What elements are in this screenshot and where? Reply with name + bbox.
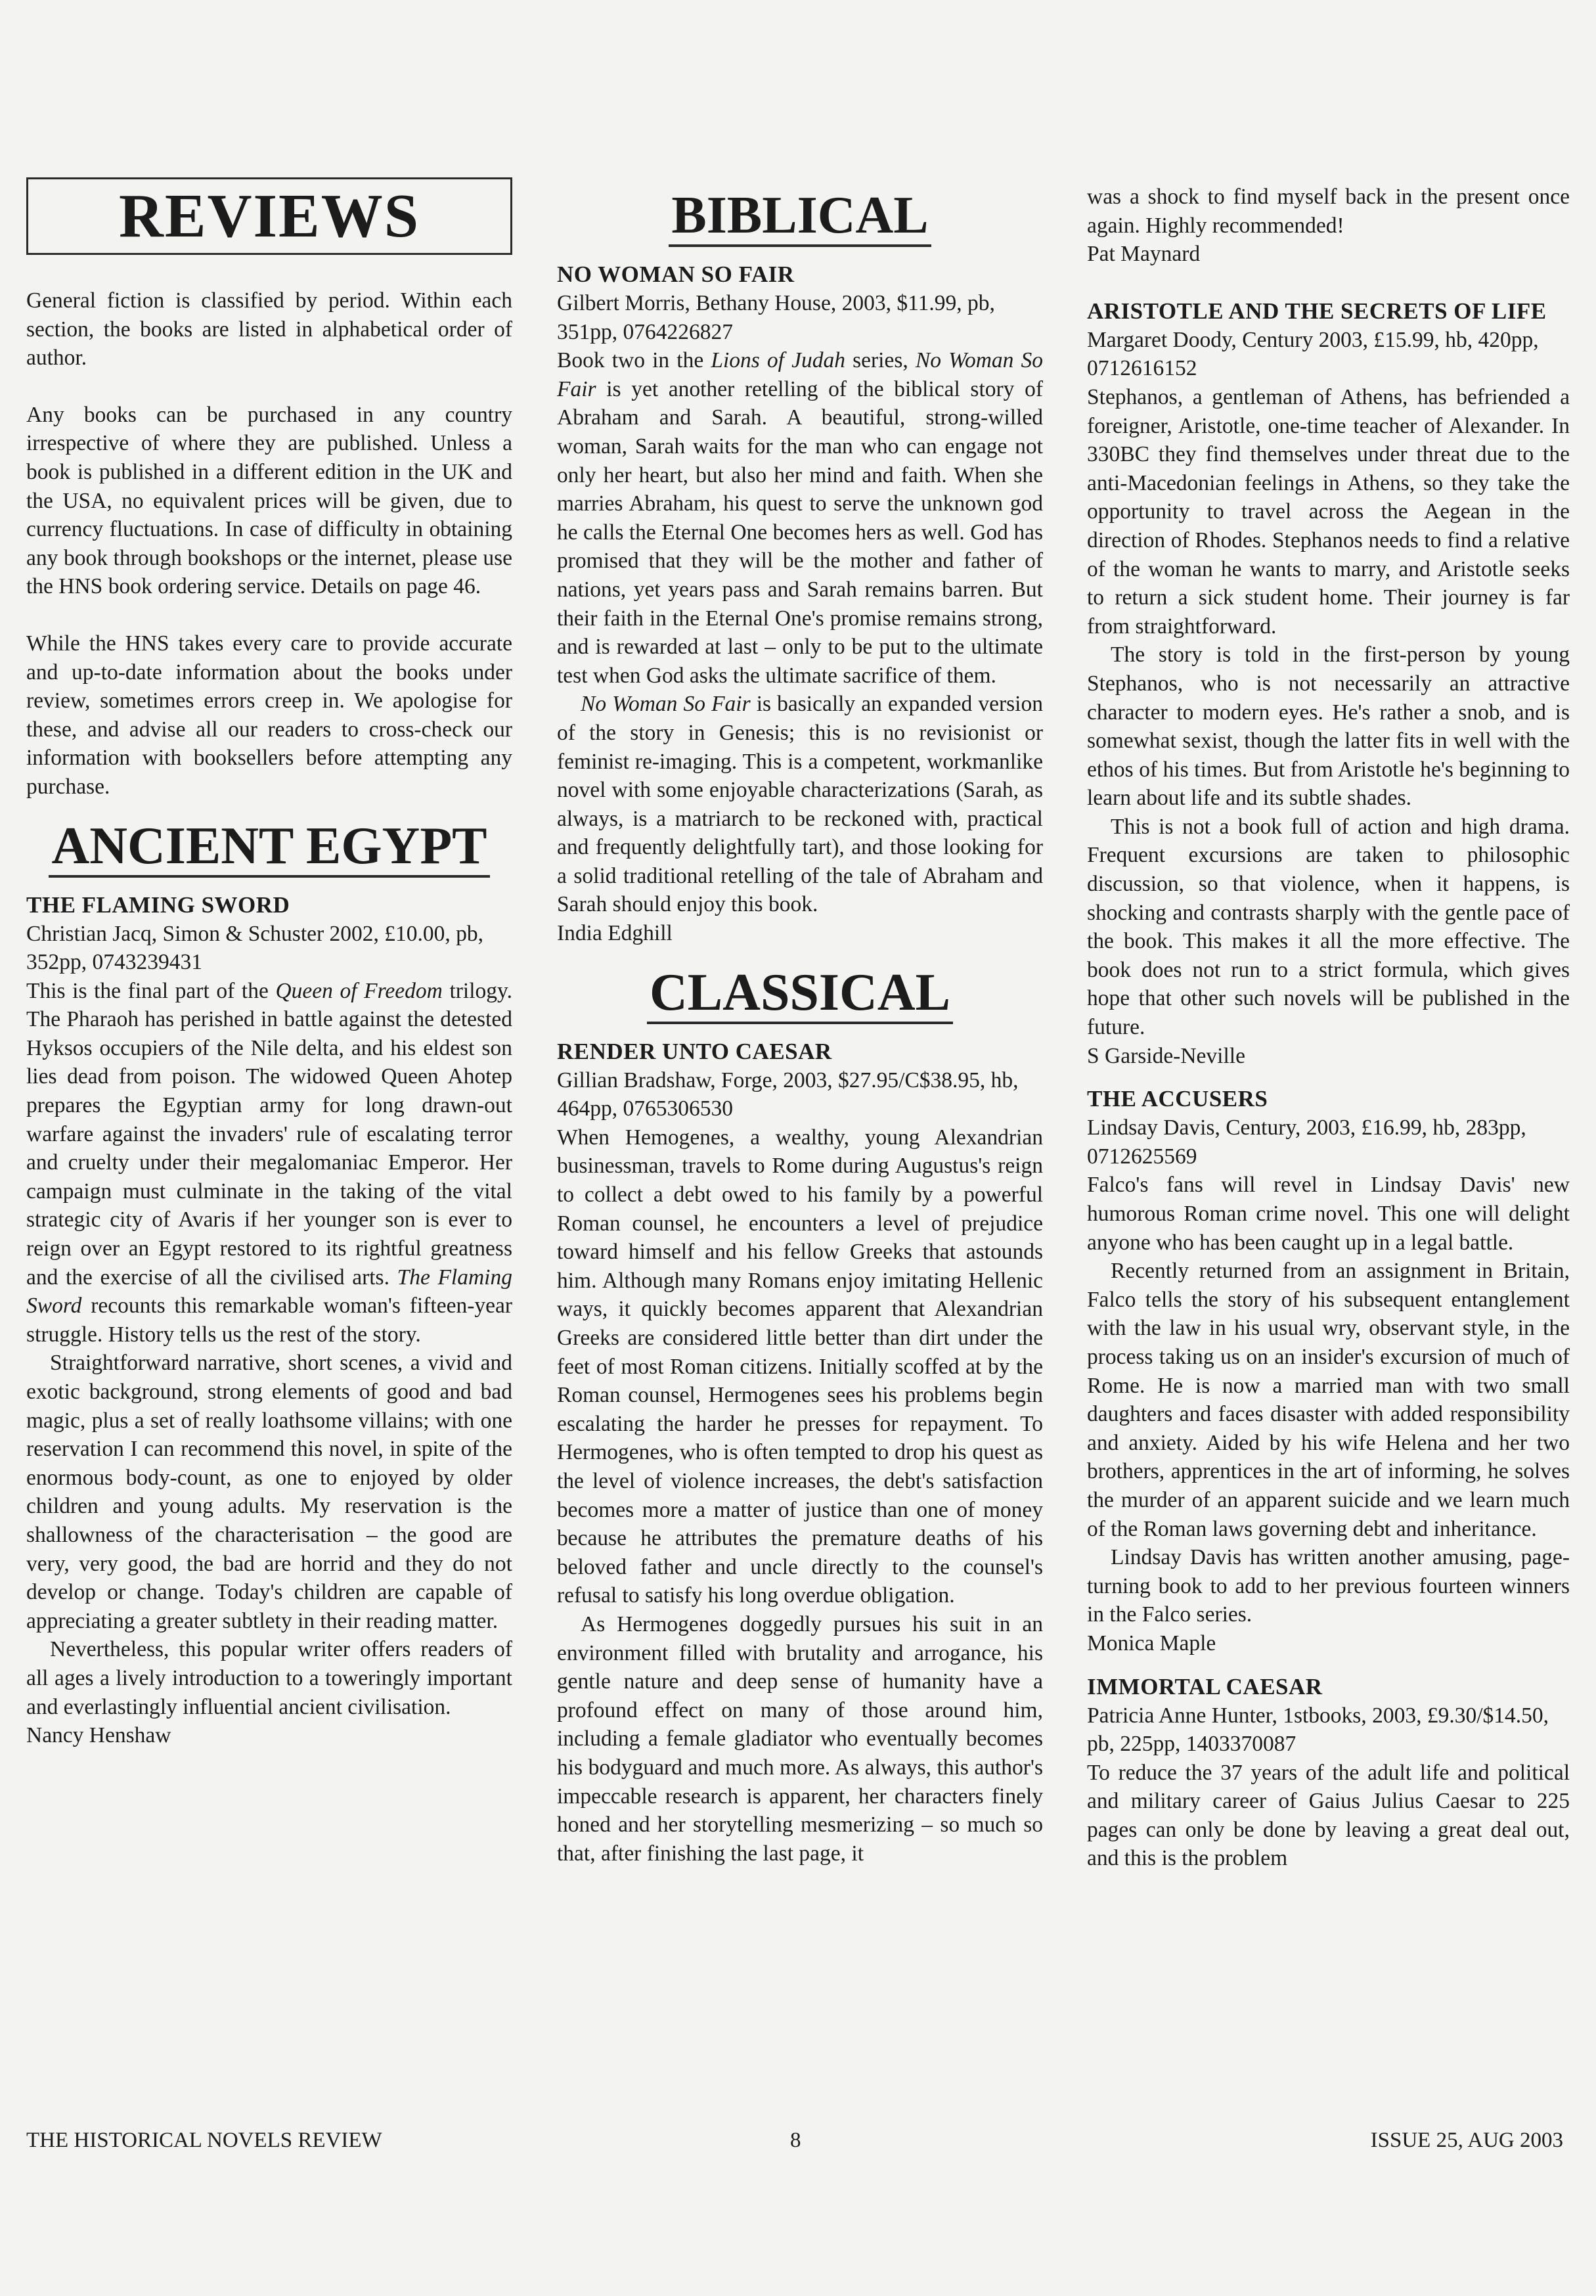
- review-paragraph: This is not a book full of action and high drama. Frequent excursions are taken to philosophic discussion, so that violence, when it happens, is shocking and contrasts sharply with the gentle pace of the book. This makes it all the more effective. The book does not run to a strict formula, which gives hope that other such novels will be published in the future.: [1087, 814, 1570, 1040]
- reviewer-name: Nancy Henshaw: [26, 1723, 171, 1748]
- review-byline: Gilbert Morris, Bethany House, 2003, $11.99, pb, 351pp, 0764226827: [557, 291, 995, 344]
- intro-paragraph: Any books can be purchased in any country irrespective of where they are published. Unless a book is published in a different edition in the UK and the USA, no equivalent prices will be given, due to currency fluctuations. In case of difficulty in obtaining any book through bookshops or the internet, please use the HNS book ordering service. Details on page 46.: [26, 402, 512, 599]
- section-heading-ancient-egypt: ANCIENT EGYPT: [26, 816, 512, 876]
- review-paragraph: Lindsay Davis has written another amusing, page-turning book to add to her previous fourteen winners in the Falco series.: [1087, 1545, 1570, 1627]
- reviews-title-box: [26, 177, 512, 255]
- section-heading-biblical: BIBLICAL: [557, 185, 1043, 246]
- review-title: ARISTOTLE AND THE SECRETS OF LIFE: [1087, 298, 1547, 324]
- review-paragraph: Book two in the Lions of Judah series, No Woman So Fair is yet another retelling of the biblical story of Abraham and Sarah. A beautiful, strong-willed woman, Sarah waits for the man who can engage not only her heart, but also her mind and faith. When she marries Abraham, his quest to serve the unknown god he calls the Eternal One becomes hers as well. God has promised that they will be the mother and father of nations, yet years pass and Sarah remains barren. But their faith in the Eternal One's promise remains strong, and is rewarded at last – only to be put to the ultimate test when God asks the ultimate sacrifice of them.: [557, 348, 1044, 688]
- review-paragraph: This is the final part of the Queen of Freedom trilogy. The Pharaoh has perished in battle against the detested Hyksos occupiers of the Nile delta, and his eldest son lies dead from poison. The widowed Queen Ahotep prepares the Egyptian army for long drawn-out warfare against the invaders' rule of escalating terror and cruelty under their megalomaniac Emperor. Her campaign must culminate in the taking of the vital strategic city of Avaris if her younger son is ever to reign over an Egypt restored to its rightful greatness and the exercise of all the civilised arts. The Flaming Sword recounts this remarkable woman's fifteen-year struggle. History tells us the rest of the story.: [26, 978, 512, 1347]
- review-paragraph: Stephanos, a gentleman of Athens, has befriended a foreigner, Aristotle, one-time teacher of Alexander. In 330BC they find themselves under threat due to the anti-Macedonian feelings in Athens, so they take the opportunity to travel across the Aegean in the direction of Rhodes. Stephanos needs to find a relative of the woman he wants to marry, and Aristotle seeks to return a sick student home. Their journey is far from straightforward.: [1087, 384, 1570, 639]
- review-title: NO WOMAN SO FAIR: [557, 261, 795, 287]
- column-left: [26, 177, 512, 1750]
- reviews-title: REVIEWS: [118, 182, 420, 250]
- intro-paragraph: While the HNS takes every care to provide accurate and up-to-date information about the books under review, sometimes errors creep in. We apologise for these, and advise all our readers to cross-check our information with booksellers before attempting any purchase.: [26, 631, 512, 799]
- footer-page-number: 8: [790, 2128, 801, 2152]
- footer-issue: ISSUE 25, AUG 2003: [1370, 2128, 1563, 2152]
- review-title: THE FLAMING SWORD: [26, 891, 290, 918]
- reviewer-name: S Garside-Neville: [1087, 1043, 1245, 1068]
- review-title: RENDER UNTO CAESAR: [557, 1038, 832, 1064]
- review-paragraph: The story is told in the first-person by young Stephanos, who is not necessarily an attractive character to modern eyes. He's rather a snob, and is somewhat sexist, though the latter fits in well with the ethos of his times. But from Aristotle he's beginning to learn about life and its subtle shades.: [1087, 642, 1570, 811]
- review-paragraph: Recently returned from an assignment in Britain, Falco tells the story of his subsequent entanglement with the law in his usual wry, observant style, in the process taking us on an insider's excursion of much of Rome. He is now a married man with two small daughters and faces disaster with added responsibility and anxiety. Aided by his wife Helena and her two brothers, apprentices in the art of informing, he solves the murder of an apparent suicide and we learn much of the Roman laws governing debt and inheritance.: [1087, 1259, 1570, 1541]
- review-paragraph: When Hemogenes, a wealthy, young Alexandrian businessman, travels to Rome during Augustus's reign to collect a debt owed to his family by a powerful Roman counsel, he encounters a level of prejudice toward himself and his fellow Greeks that astounds him. Although many Romans enjoy imitating Hellenic ways, it quickly becomes apparent that Alexandrian Greeks are considered little better than dirt under the feet of most Roman citizens. Initially scoffed at by the Roman counsel, Hermogenes sees his problems begin escalating the harder he presses for repayment. To Hermogenes, who is often tempted to drop his quest as the level of violence increases, the debt's satisfaction becomes more a matter of justice than one of money because he attributes the premature deaths of his beloved father and uncle directly to the counsel's refusal to satisfy his long overdue obligation.: [557, 1125, 1043, 1608]
- review-byline: Lindsay Davis, Century, 2003, £16.99, hb, 283pp, 0712625569: [1087, 1115, 1526, 1169]
- column-right: [1087, 183, 1570, 1873]
- review-byline: Patricia Anne Hunter, 1stbooks, 2003, £9.30/$14.50, pb, 225pp, 1403370087: [1087, 1703, 1549, 1757]
- review-byline: Margaret Doody, Century 2003, £15.99, hb, 420pp, 0712616152: [1087, 327, 1539, 381]
- reviewer-name: India Edghill: [557, 921, 673, 946]
- review-paragraph: Straightforward narrative, short scenes, a vivid and exotic background, strong elements of good and bad magic, plus a set of really loathsome villains; with one reservation I can recommend this novel, in spite of the enormous body-count, as one to enjoyed by older children and young adults. My reservation is the shallowness of the characterisation – the good are very, very good, the bad are horrid and they do not develop or change. Today's children are capable of appreciating a greater subtlety in their reading matter.: [26, 1351, 512, 1633]
- intro-paragraph: General fiction is classified by period. Within each section, the books are listed in alphabetical order of author.: [26, 288, 512, 371]
- review-paragraph: As Hermogenes doggedly pursues his suit in an environment filled with brutality and arrogance, his gentle nature and deep sense of humanity have a profound effect on many of those around him, including a female gladiator who eventually becomes his bodyguard and much more. As always, this author's impeccable research is apparent, her characters finely honed and her storytelling mesmerizing – so much so that, after finishing the last page, it: [557, 1611, 1043, 1866]
- section-heading-classical: CLASSICAL: [557, 962, 1043, 1023]
- review-title: THE ACCUSERS: [1087, 1086, 1268, 1112]
- reviewer-name: Monica Maple: [1087, 1631, 1216, 1655]
- column-middle: [557, 185, 1043, 1868]
- review-paragraph: Falco's fans will revel in Lindsay Davis' new humorous Roman crime novel. This one will delight anyone who has been caught up in a legal battle.: [1087, 1173, 1570, 1255]
- review-paragraph: No Woman So Fair is basically an expanded version of the story in Genesis; this is no revisionist or feminist re-imaging. This is a competent, workmanlike novel with some enjoyable characterizations (Sarah, as always, is a matriarch to be reckoned with, practical and frequently delightfully tart), and those looking for a solid traditional retelling of the tale of Abraham and Sarah should enjoy this book.: [557, 692, 1043, 917]
- review-paragraph: was a shock to find myself back in the present once again. Highly recommended!: [1087, 185, 1570, 238]
- review-title: IMMORTAL CAESAR: [1087, 1673, 1323, 1699]
- review-byline: Gillian Bradshaw, Forge, 2003, $27.95/C$38.95, hb, 464pp, 0765306530: [557, 1068, 1019, 1121]
- reviewer-name: Pat Maynard: [1087, 242, 1201, 267]
- review-byline: Christian Jacq, Simon & Schuster 2002, £10.00, pb, 352pp, 0743239431: [26, 921, 484, 975]
- review-paragraph: To reduce the 37 years of the adult life and political and military career of Gaius Julius Caesar to 225 pages can only be done by leaving a great deal out, and this is the problem: [1087, 1760, 1570, 1871]
- review-paragraph: Nevertheless, this popular writer offers readers of all ages a lively introduction to a toweringly important and everlastingly influential ancient civilisation.: [26, 1637, 512, 1719]
- footer-publication: THE HISTORICAL NOVELS REVIEW: [26, 2128, 382, 2152]
